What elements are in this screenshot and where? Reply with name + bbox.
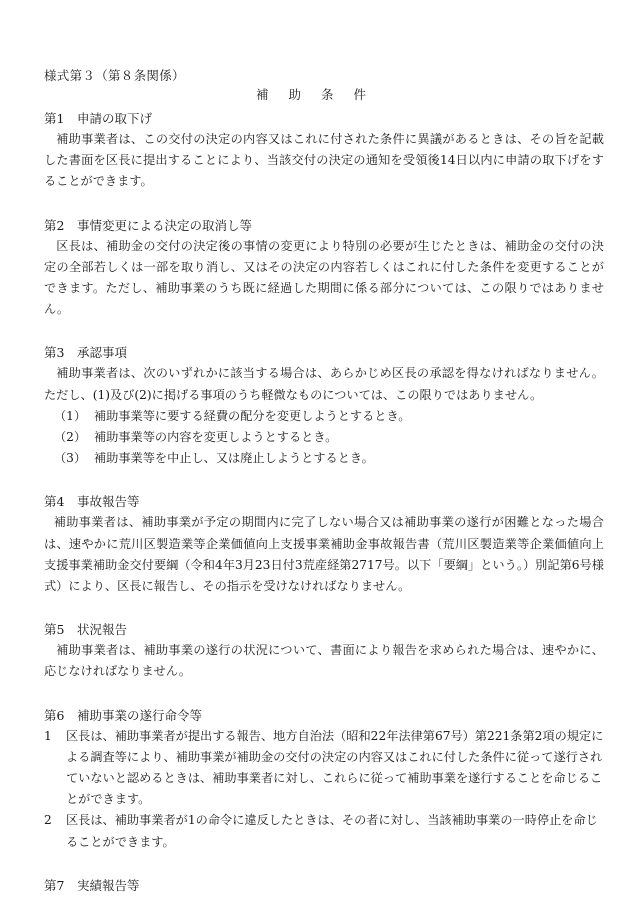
document-title: 補 助 条 件 [256,87,374,102]
section-paragraph: 補助事業者は、補助事業の遂行の状況について、書面により報告を求められた場合は、速やかに、応じなければなりません。 [44,643,604,679]
list-item-number: （2） [54,430,87,445]
list-item-number: （1） [54,408,87,423]
numbered-item-number: 1 [44,728,52,743]
list-item-text: 補助事業等に要する経費の配分を変更しようとするとき。 [94,408,411,423]
numbered-item [44,810,604,852]
list-item-text: 補助事業等を中止し、又は廃止しようとするとき。 [94,451,374,466]
section-heading: 第1 申請の取下げ [44,111,152,126]
numbered-item-text: 区長は、補助事業者が1の命令に違反したときは、その者に対し、当該補助事業の一時停止を命じることができます。 [66,813,598,849]
section-6 [44,705,604,853]
list-item [44,427,604,448]
list-item [44,406,604,427]
numbered-item [44,726,604,811]
list-item-number: （3） [54,451,87,466]
section-paragraph: 補助事業者は、補助事業が予定の期間内に完了しない場合又は補助事業の遂行が困難となった場合は、速やかに荒川区製造業等企業価値向上支援事業補助金事故報告書（荒川区製造業等企業価値向上支援事業補助金交付要綱（令和4年3月23日付3荒産経第2717号。以下「要綱」という。）別記第6号様式）により、区長に報告し、その指示を受けなければなりません。 [44,515,604,594]
section-4 [44,491,604,597]
list-item-text: 補助事業等の内容を変更しようとするとき。 [94,430,338,445]
section-7 [44,875,604,896]
numbered-item-number: 2 [44,813,52,828]
section-3 [44,342,604,469]
numbered-item-text: 区長は、補助事業者が提出する報告、地方自治法（昭和22年法律第67号）第221条第2項の規定による調査等により、補助事業が補助金の交付の決定の内容又はこれに付した条件に従って遂行されていないと認めるときは、補助事業者に対し、これらに従って補助事業を遂行することを命じることができます。 [66,728,604,807]
section-heading: 第7 実績報告等 [44,877,140,893]
section-5 [44,619,604,682]
section-heading: 第6 補助事業の遂行命令等 [44,707,202,723]
section-1 [44,108,604,193]
section-paragraph: 補助事業者は、この交付の決定の内容又はこれに付された条件に異議があるときは、その旨を記載した書面を区長に提出することにより、当該交付の決定の通知を受領後14日以内に申請の取下げをすることができます。 [44,132,604,189]
section-paragraph: 補助事業者は、次のいずれかに該当する場合は、あらかじめ区長の承認を得なければなりません。ただし、(1)及び(2)に掲げる事項のうち軽微なものについては、この限りではありません。 [44,366,604,402]
section-heading: 第2 事情変更による決定の取消し等 [44,217,252,233]
list-item [44,448,604,469]
section-heading: 第3 承認事項 [44,345,127,361]
form-label: 様式第３（第８条関係） [44,68,185,83]
sub-item-list [44,406,604,470]
section-paragraph: 区長は、補助金の交付の決定後の事情の変更により特別の必要が生じたときは、補助金の交付の決定の全部若しくは一部を取り消し、又はその決定の内容若しくはこれに付した条件を変更することができます。ただし、補助事業のうち既に経過した期間に係る部分については、この限りではありません。 [44,238,604,317]
section-heading: 第5 状況報告 [44,622,127,638]
section-heading: 第4 事故報告等 [44,494,140,510]
numbered-list [44,726,604,853]
sections [44,108,604,918]
section-2 [44,215,604,321]
